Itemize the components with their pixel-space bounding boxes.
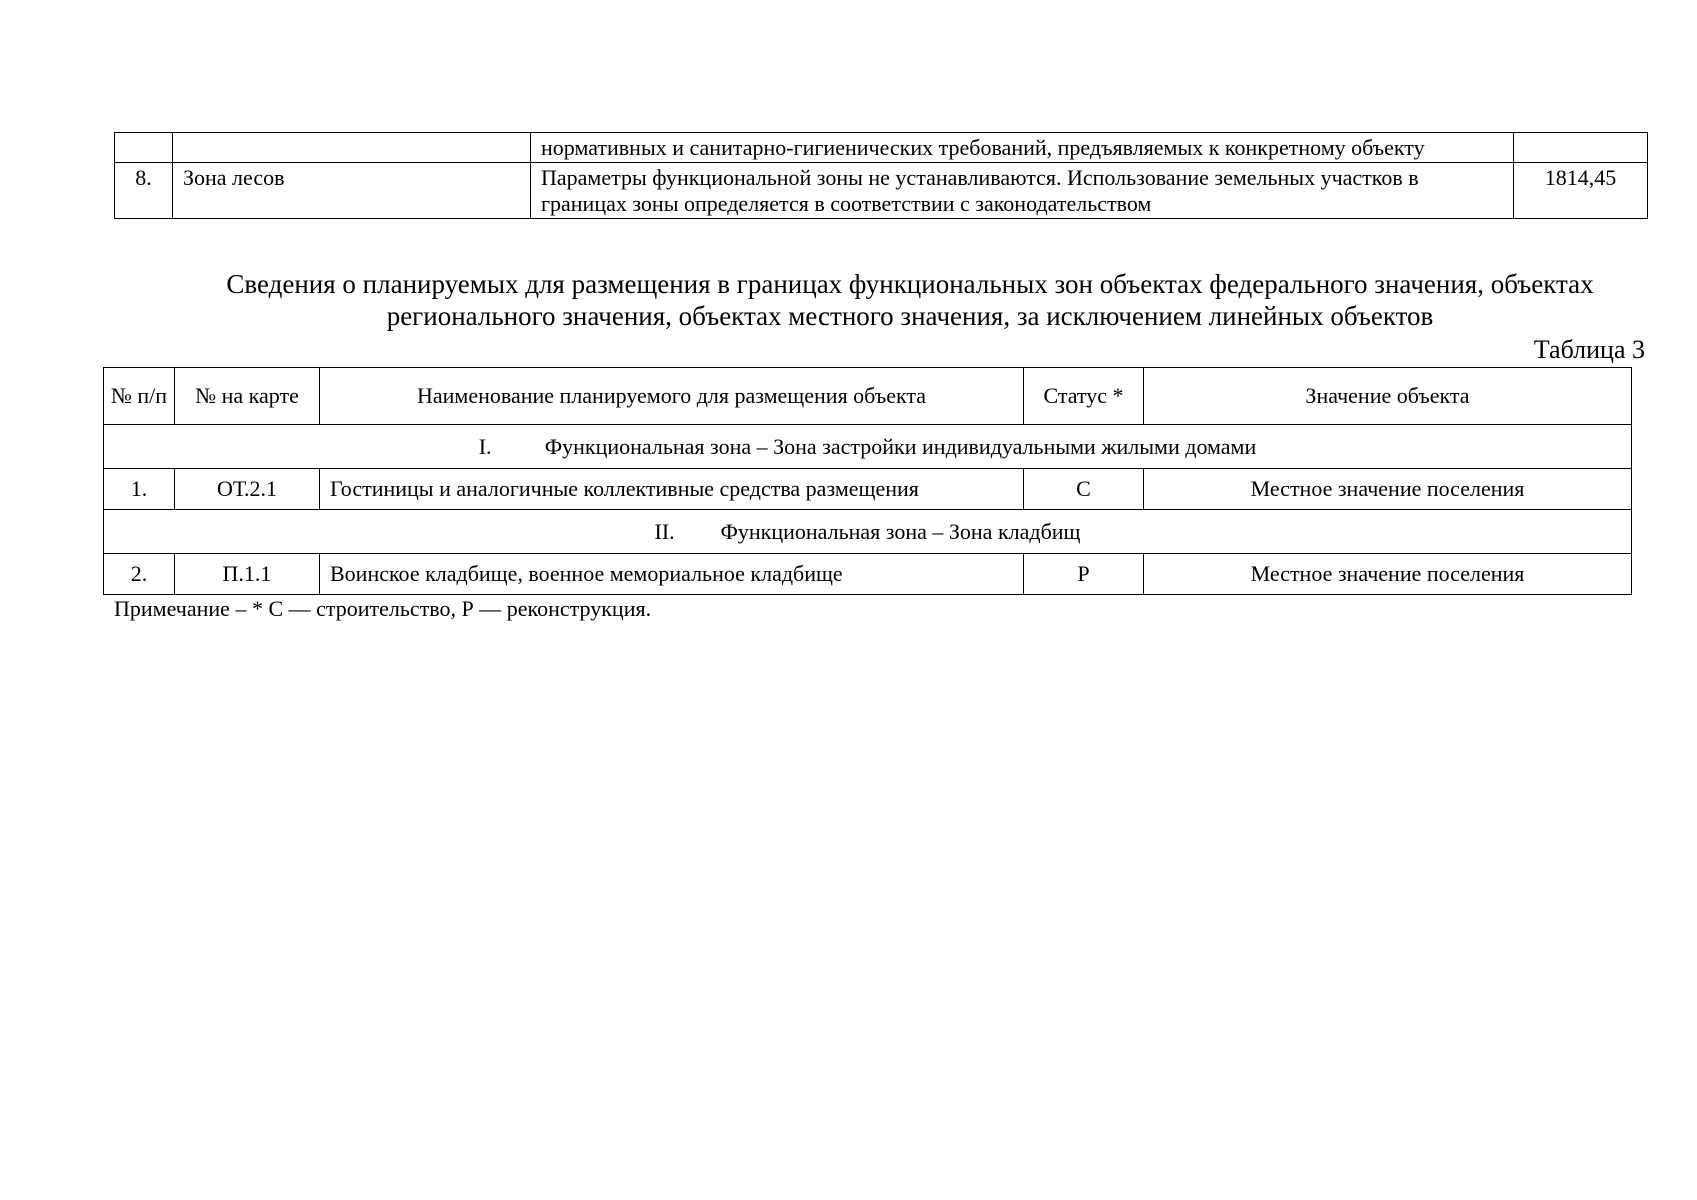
object-status: С <box>1024 469 1144 510</box>
object-name: Воинское кладбище, военное мемориальное кладбище <box>320 554 1024 595</box>
zone-area: 1814,45 <box>1514 163 1648 219</box>
functional-zones-table-continuation <box>114 132 1648 219</box>
table-label: Таблица 3 <box>1533 335 1645 364</box>
section-row <box>104 425 1632 469</box>
section-row <box>104 510 1632 554</box>
header-significance: Значение объекта <box>1144 368 1632 425</box>
section-title-cell <box>104 425 1632 469</box>
header-map-num: № на карте <box>175 368 320 425</box>
row-number <box>115 133 173 163</box>
section-title: Функциональная зона – Зона застройки индивидуальными жилыми домами <box>544 433 1257 459</box>
object-significance: Местное значение поселения <box>1144 554 1632 595</box>
table-header-row <box>104 368 1632 425</box>
object-name: Гостиницы и аналогичные коллективные средства размещения <box>320 469 1024 510</box>
table-note: Примечание – * С — строительство, Р — реконструкция. <box>114 596 652 621</box>
table-row <box>104 554 1632 595</box>
object-status: Р <box>1024 554 1144 595</box>
planned-objects-table <box>103 367 1632 595</box>
table-row <box>115 133 1648 163</box>
header-num: № п/п <box>104 368 175 425</box>
section-roman-numeral: II. <box>654 518 675 544</box>
table-row <box>104 469 1632 510</box>
map-number: П.1.1 <box>175 554 320 595</box>
row-number: 1. <box>104 469 175 510</box>
section-title: Функциональная зона – Зона кладбищ <box>720 518 1081 544</box>
zone-name: Зона лесов <box>173 163 531 219</box>
section-heading: Сведения о планируемых для размещения в границах функциональных зон объектах федерального значения, объектах регионального значения, объектах местного значения, за исключением линейных объектов <box>226 269 1594 331</box>
header-status: Статус * <box>1024 368 1144 425</box>
zone-name <box>173 133 531 163</box>
row-number: 8. <box>115 163 173 219</box>
section-title-cell <box>104 510 1632 554</box>
zone-area <box>1514 133 1648 163</box>
header-object-name: Наименование планируемого для размещения объекта <box>320 368 1024 425</box>
table-row <box>115 163 1648 219</box>
section-roman-numeral: I. <box>478 433 492 459</box>
zone-description: нормативных и санитарно-гигиенических требований, предъявляемых к конкретному объекту <box>531 133 1514 163</box>
map-number: ОТ.2.1 <box>175 469 320 510</box>
zone-description: Параметры функциональной зоны не устанавливаются. Использование земельных участков в границах зоны определяется в соответствии с законодательством <box>531 163 1514 219</box>
row-number: 2. <box>104 554 175 595</box>
object-significance: Местное значение поселения <box>1144 469 1632 510</box>
